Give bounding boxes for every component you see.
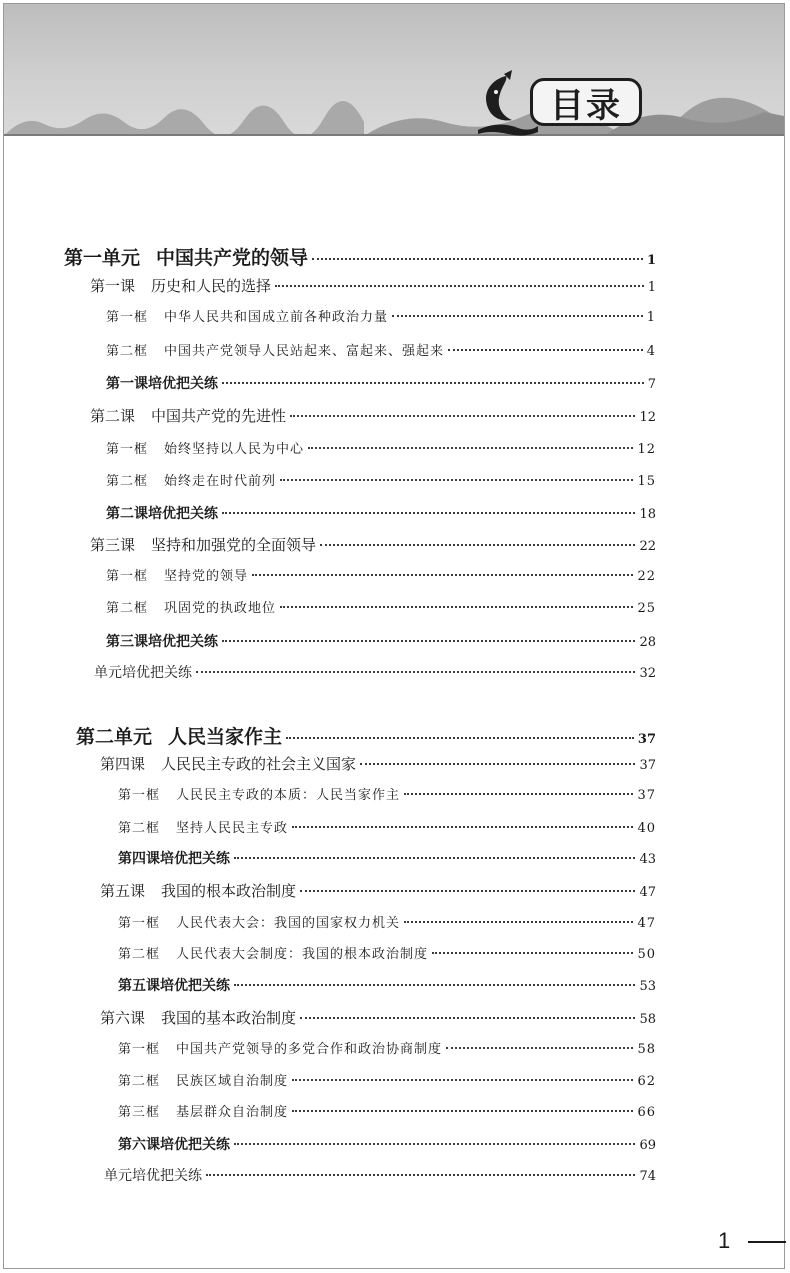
toc-entry-leader (280, 479, 633, 481)
toc-entry (106, 631, 656, 651)
toc-entry-leader (300, 890, 635, 892)
toc-entry-page: 1 (646, 310, 656, 325)
toc-entry-leader (404, 793, 633, 795)
toc-entry (106, 373, 656, 393)
toc-entry-leader (234, 984, 635, 986)
toc-entry-subtitle: 中国共产党领导的多党合作和政治协商制度 (176, 1042, 443, 1057)
toc-title: 目录 (550, 85, 622, 126)
toc-entry-title: 第一框 (106, 569, 149, 584)
toc-entry-title: 第一框 (118, 1042, 161, 1057)
toc-entry-title: 第六课 (100, 1009, 146, 1027)
toc-entry-page: 25 (637, 601, 656, 616)
toc-entry-title: 第一框 (118, 788, 161, 803)
page-number: 1 (718, 1228, 731, 1253)
toc-entry-page: 47 (639, 885, 656, 900)
toc-entry (118, 1038, 656, 1057)
toc-entry-leader (222, 640, 635, 642)
toc-entry-leader (432, 952, 633, 954)
toc-entry-leader (392, 315, 643, 317)
toc-entry-page: 62 (637, 1074, 656, 1089)
toc-entry-leader (290, 415, 635, 417)
toc-entry-title: 第四课 (100, 755, 146, 773)
toc-entry-title: 第二课培优把关练 (106, 506, 218, 522)
toc-entry-page: 69 (639, 1138, 656, 1153)
toc-entry-leader (446, 1047, 633, 1049)
toc-entry-title: 第五课 (100, 882, 146, 900)
toc-entry-page: 58 (639, 1012, 656, 1027)
toc-entry-leader (222, 382, 644, 384)
toc-entry-leader (280, 606, 633, 608)
toc-entry-title: 单元培优把关练 (94, 665, 192, 681)
toc-entry-title: 第三课培优把关练 (106, 634, 218, 650)
toc-entry-leader (206, 1174, 635, 1176)
toc-entry-leader (275, 285, 644, 287)
toc-entry (90, 534, 656, 555)
toc-entry-subtitle: 我国的根本政治制度 (161, 882, 297, 900)
toc-entry-title: 第一框 (106, 442, 149, 457)
toc-entry-leader (196, 671, 635, 673)
toc-entry-subtitle: 基层群众自治制度 (176, 1105, 289, 1120)
toc-entry-title: 第一课 (90, 277, 136, 295)
toc-entry-title: 第一单元 (64, 247, 141, 269)
toc-entry-subtitle: 人民代表大会：我国的国家权力机关 (176, 916, 401, 931)
toc-entry-leader (312, 258, 643, 260)
toc-entry-leader (292, 1110, 633, 1112)
toc-entry-leader (292, 1079, 633, 1081)
toc-entry-page: 18 (639, 507, 656, 522)
toc-entry (118, 784, 656, 803)
toc-entry-subtitle: 中国共产党领导人民站起来、富起来、强起来 (164, 344, 445, 359)
toc-entry (106, 438, 656, 457)
toc-entry-page: 53 (639, 979, 656, 994)
toc-entry-title: 第二框 (106, 601, 149, 616)
toc-entry-subtitle: 坚持党的领导 (164, 569, 249, 584)
toc-entry-page: 43 (639, 852, 656, 867)
toc-entry-title: 第二单元 (76, 726, 153, 748)
toc-entry (90, 275, 656, 296)
toc-entry-leader (234, 857, 635, 859)
toc-entry (118, 817, 656, 836)
toc-entry-page: 12 (637, 442, 656, 457)
toc-entry-title: 第二框 (106, 474, 149, 489)
toc-entry (106, 503, 656, 523)
toc-entry-page: 28 (639, 635, 656, 650)
toc-entry (76, 722, 656, 749)
toc-entry (118, 1134, 656, 1154)
toc-entry-subtitle: 始终走在时代前列 (164, 474, 277, 489)
toc-entry-title: 第一课培优把关练 (106, 376, 218, 392)
toc-entry-leader (300, 1017, 635, 1019)
toc-entry-title: 第四课培优把关练 (118, 851, 230, 867)
toc-entry-title: 单元培优把关练 (104, 1168, 202, 1184)
toc-entry-title: 第三框 (118, 1105, 161, 1120)
toc-entry-page: 22 (637, 569, 656, 584)
toc-entry-title: 第六课培优把关练 (118, 1137, 230, 1153)
toc-entry (106, 340, 656, 359)
toc-entry-page: 47 (637, 916, 656, 931)
toc-entry-leader (234, 1143, 635, 1145)
toc-entry-page: 32 (639, 666, 656, 681)
toc-entry-leader (320, 544, 635, 546)
toc-entry-leader (292, 826, 633, 828)
toc-entry-leader (252, 574, 633, 576)
toc-entry-title: 第二课 (90, 407, 136, 425)
toc-entry-subtitle: 始终坚持以人民为中心 (164, 442, 305, 457)
toc-entry-leader (360, 763, 635, 765)
toc-entry-page: 4 (646, 344, 656, 359)
toc-entry-leader (222, 512, 635, 514)
toc-entry-page: 1 (646, 253, 656, 268)
toc-entry (118, 1070, 656, 1089)
toc-entry-title: 第一框 (106, 310, 149, 325)
toc-entry-title: 第五课培优把关练 (118, 978, 230, 994)
toc-entry-title: 第三课 (90, 536, 136, 554)
page-number-rule (748, 1241, 786, 1243)
toc-entry-page: 58 (637, 1042, 656, 1057)
toc-entry-subtitle: 人民代表大会制度：我国的根本政治制度 (176, 947, 429, 962)
toc-entry (100, 880, 656, 901)
toc-entry-subtitle: 巩固党的执政地位 (164, 601, 277, 616)
toc-entry-page: 50 (637, 947, 656, 962)
toc-entry-page: 22 (639, 539, 656, 554)
toc-entry-subtitle: 坚持人民民主专政 (176, 821, 289, 836)
toc-entry (100, 1007, 656, 1028)
toc-entry-page: 15 (637, 474, 656, 489)
toc-entry (118, 943, 656, 962)
toc-entry-subtitle: 中国共产党的先进性 (151, 407, 287, 425)
toc-entry-leader (286, 737, 634, 739)
toc-entry (106, 306, 656, 325)
toc-entry-page: 66 (637, 1105, 656, 1120)
toc-entry-page: 1 (647, 280, 656, 295)
toc-entry (118, 1101, 656, 1120)
toc-entry-title: 第二框 (118, 821, 161, 836)
toc-entry-page: 37 (639, 758, 656, 773)
toc-entry-page: 37 (637, 788, 656, 803)
toc-entry-subtitle: 人民当家作主 (168, 726, 283, 748)
toc-entry (118, 975, 656, 995)
toc-entry (90, 405, 656, 426)
toc-entry-title: 第二框 (106, 344, 149, 359)
toc-entry (106, 597, 656, 616)
toc-entry-page: 12 (639, 410, 656, 425)
toc-entry (94, 662, 656, 682)
toc-entry (100, 753, 656, 774)
toc-entry-subtitle: 中国共产党的领导 (156, 247, 309, 269)
toc-entry-subtitle: 人民民主专政的社会主义国家 (161, 755, 357, 773)
toc-entry (118, 848, 656, 868)
toc-entry-subtitle: 历史和人民的选择 (151, 277, 272, 295)
toc-entry-subtitle: 民族区域自治制度 (176, 1074, 289, 1089)
toc-entry (64, 243, 656, 270)
toc-entry-page: 7 (647, 377, 656, 392)
toc-entry-subtitle: 人民民主专政的本质：人民当家作主 (176, 788, 401, 803)
toc-entry-subtitle: 我国的基本政治制度 (161, 1009, 297, 1027)
toc-entry-leader (448, 349, 643, 351)
toc-entry-title: 第二框 (118, 1074, 161, 1089)
toc-entry (104, 1165, 656, 1185)
toc-entry-leader (308, 447, 633, 449)
toc-entry-page: 37 (637, 732, 656, 747)
toc-entry (118, 912, 656, 931)
toc-entry (106, 565, 656, 584)
toc-entry-title: 第一框 (118, 916, 161, 931)
toc-entry-subtitle: 中华人民共和国成立前各种政治力量 (164, 310, 389, 325)
toc-entry-subtitle: 坚持和加强党的全面领导 (151, 536, 317, 554)
toc-entry (106, 470, 656, 489)
toc-entry-page: 40 (637, 821, 656, 836)
toc-entry-leader (404, 921, 633, 923)
toc-entry-title: 第二框 (118, 947, 161, 962)
toc-entry-page: 74 (639, 1169, 656, 1184)
